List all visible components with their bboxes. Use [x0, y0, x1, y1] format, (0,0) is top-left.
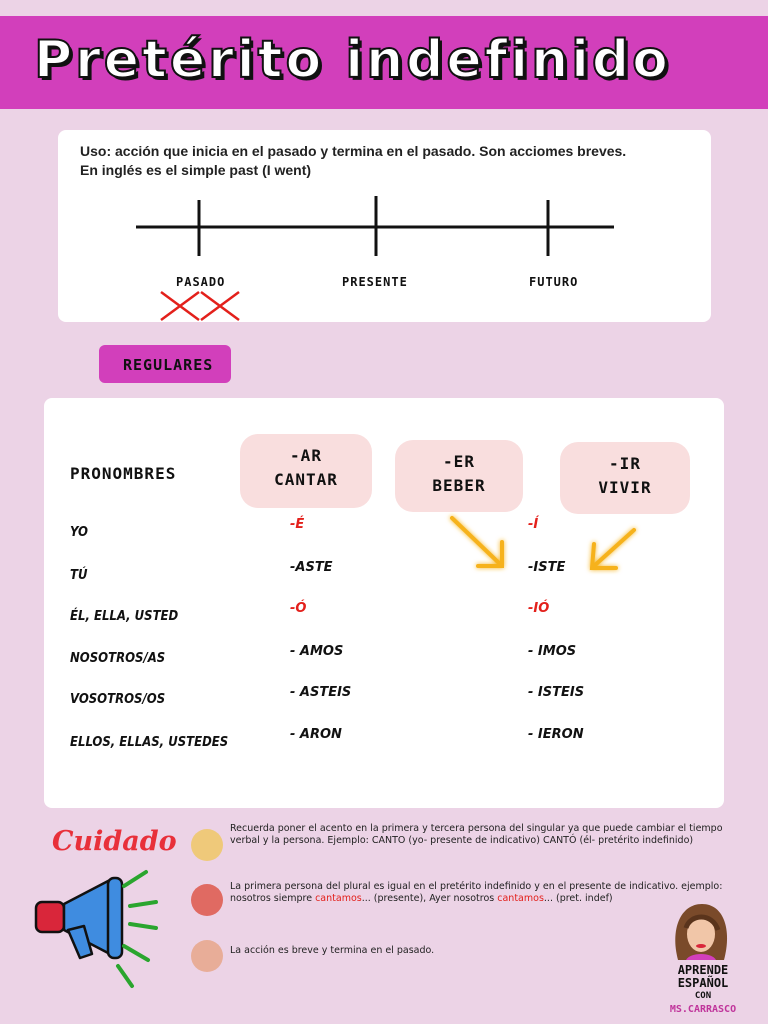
verb-example: CANTAR [274, 470, 338, 489]
brand-line-4: MS.CARRASCO [669, 1004, 737, 1015]
note-2-after: ... (pret. indef) [543, 893, 613, 904]
ending-erir-nosotros: - IMOS [528, 644, 577, 659]
ending-erir-vosotros: - ISTEIS [528, 685, 585, 700]
arrow-icon [434, 508, 654, 588]
ending-ar-el: -Ó [290, 601, 307, 616]
verb-ending: -AR [290, 446, 322, 465]
brand-line-3: CON [694, 991, 712, 1001]
ending-erir-yo: -Í [528, 517, 539, 532]
ending-erir-tu: -ISTE [528, 560, 566, 575]
pronoun-yo: YO [70, 525, 88, 540]
usage-line-2: En inglés es el simple past (I went) [80, 162, 312, 178]
note-2-highlight-2: cantamos [497, 893, 544, 904]
timeline-label-future: FUTURO [529, 275, 579, 289]
verb-ending: -IR [609, 454, 641, 473]
note-2-dot [191, 884, 223, 916]
note-1: Recuerda poner el acento en la primera y tercera persona del singular ya que puede cambiar el tiempo verbal y la persona. Ejemplo: CANTO (yo- presente de indicativo) CANTÓ (él- pretérito indefinido) [230, 823, 723, 846]
note-1-dot [191, 829, 223, 861]
pronoun-el: ÉL, ELLA, USTED [70, 609, 179, 624]
section-label: REGULARES [123, 356, 214, 374]
cuidado-heading: Cuidado [52, 826, 177, 857]
usage-card [58, 130, 711, 322]
note-2-highlight-1: cantamos [315, 893, 362, 904]
note-3: La acción es breve y termina en el pasado. [230, 945, 435, 956]
ending-erir-ellos: - IERON [528, 727, 584, 742]
pronoun-nosotros: NOSOTROS/AS [70, 651, 166, 666]
pronoun-vosotros: VOSOTROS/OS [70, 692, 166, 707]
cross-mark-icon [161, 292, 239, 320]
ending-ar-vosotros: - ASTEIS [290, 685, 352, 700]
verb-group-ir [564, 446, 686, 510]
pronoun-ellos: ELLOS, ELLAS, USTEDES [70, 735, 229, 750]
page-title: Pretérito indefinido [34, 30, 671, 90]
ending-ar-ellos: - ARON [290, 727, 342, 742]
brand-line-1: APRENDE [677, 963, 729, 977]
ending-ar-tu: -ASTE [290, 560, 333, 575]
note-2-mid: ... (presente), Ayer nosotros [361, 893, 498, 904]
section-badge [99, 345, 231, 383]
brand-logo [658, 964, 748, 1016]
verb-group-er [399, 444, 519, 508]
pronoun-tu: TÚ [70, 568, 88, 583]
note-2-before: La primera persona del plural es igual en el pretérito indefinido y en el presente de indicativo. ejemplo: nosotros siempre [230, 881, 723, 904]
usage-line-1: Uso: acción que inicia en el pasado y termina en el pasado. Son acciomes breves. [80, 143, 627, 159]
note-3-dot [191, 940, 223, 972]
avatar [668, 900, 732, 966]
verb-example: VIVIR [598, 478, 652, 497]
ending-erir-el: -IÓ [528, 601, 550, 616]
megaphone-icon [28, 862, 168, 992]
brand-line-2: ESPAÑOL [677, 976, 729, 990]
timeline-label-past: PASADO [176, 275, 226, 289]
ending-ar-nosotros: - AMOS [290, 644, 344, 659]
timeline-label-present: PRESENTE [342, 275, 408, 289]
verb-ending: -ER [443, 452, 475, 471]
verb-example: BEBER [432, 476, 486, 495]
pronouns-header: PRONOMBRES [70, 464, 177, 483]
timeline-diagram [58, 130, 711, 322]
ending-ar-yo: -É [290, 517, 305, 532]
conjugation-table [44, 398, 724, 808]
verb-group-ar [244, 438, 368, 504]
title-banner [0, 16, 768, 109]
